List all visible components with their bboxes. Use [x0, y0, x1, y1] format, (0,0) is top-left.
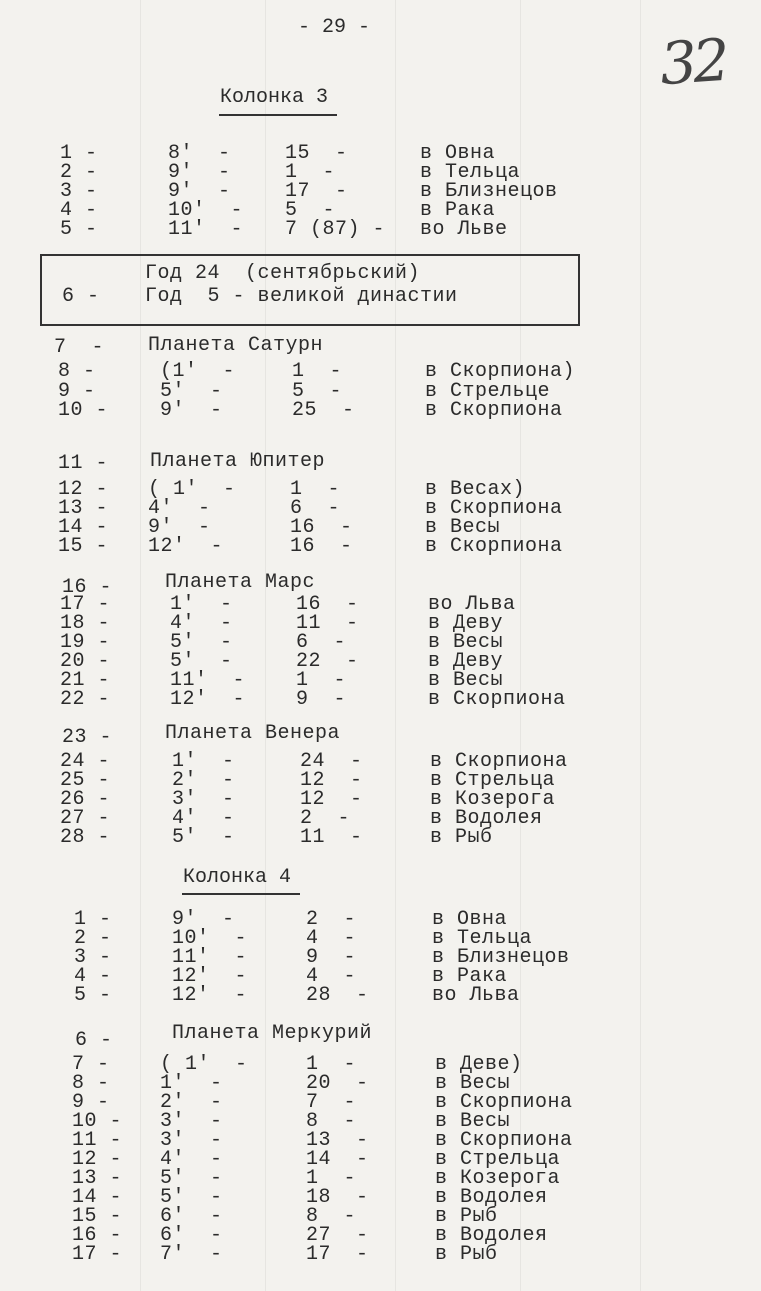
day-value: 17 - — [306, 1243, 369, 1266]
row-number: 5 - — [60, 218, 98, 241]
sign-text: в Водолея — [430, 807, 543, 830]
sign-text: в Весы — [428, 669, 504, 692]
degree-value: ( 1' - — [148, 478, 236, 501]
row-number: 13 - — [72, 1167, 123, 1190]
heading-underline — [182, 893, 300, 895]
day-value: 7 - — [306, 1091, 357, 1114]
sign-text: в Скорпиона — [430, 750, 568, 773]
degree-value: 5' - — [170, 650, 233, 673]
row-number: 7 - — [72, 1053, 110, 1076]
sign-text: в Рыб — [430, 826, 493, 849]
degree-value: 6' - — [160, 1224, 223, 1247]
degree-value: 5' - — [160, 380, 223, 403]
row-number: 8 - — [58, 360, 96, 383]
sign-text: во Льве — [420, 218, 508, 241]
degree-value: 3' - — [160, 1129, 223, 1152]
degree-value: 9' - — [160, 399, 223, 422]
sign-text: в Козерога — [430, 788, 556, 811]
degree-value: 11' - — [172, 946, 248, 969]
row-number: 11 - — [72, 1129, 123, 1152]
day-value: 1 - — [306, 1053, 357, 1076]
day-value: 16 - — [296, 593, 359, 616]
sign-text: в Овна — [432, 908, 508, 931]
row-number: 15 - — [72, 1205, 123, 1228]
day-value: 4 - — [306, 927, 357, 950]
sign-text: в Рыб — [435, 1243, 498, 1266]
row-number: 15 - — [58, 535, 109, 558]
row-number: 4 - — [60, 199, 98, 222]
sign-text: в Деве) — [435, 1053, 523, 1076]
degree-value: 12' - — [148, 535, 224, 558]
sign-text: в Рыб — [435, 1205, 498, 1228]
row-number: 2 - — [74, 927, 112, 950]
row-number: 1 - — [60, 142, 98, 165]
degree-value: 1' - — [160, 1072, 223, 1095]
planet-heading-venus: Планета Венера — [165, 722, 341, 745]
heading-underline — [219, 114, 337, 116]
row-number: 16 - — [62, 576, 113, 599]
day-value: 11 - — [300, 826, 363, 849]
sign-text: в Козерога — [435, 1167, 561, 1190]
sign-text: в Рака — [432, 965, 508, 988]
degree-value: 12' - — [170, 688, 246, 711]
row-number: 12 - — [72, 1148, 123, 1171]
degree-value: 11' - — [168, 218, 244, 241]
day-value: 18 - — [306, 1186, 369, 1209]
day-value: 14 - — [306, 1148, 369, 1171]
row-number: 6 - — [75, 1029, 113, 1052]
row-number: 17 - — [72, 1243, 123, 1266]
day-value: 1 - — [296, 669, 347, 692]
sign-text: в Весы — [425, 516, 501, 539]
degree-value: ( 1' - — [160, 1053, 248, 1076]
year-line-2: Год 5 - великой династии — [145, 285, 458, 308]
sign-text: в Тельца — [420, 161, 521, 184]
day-value: 11 - — [296, 612, 359, 635]
row-number: 13 - — [58, 497, 109, 520]
sign-text: в Овна — [420, 142, 496, 165]
day-value: 12 - — [300, 769, 363, 792]
degree-value: (1' - — [160, 360, 236, 383]
degree-value: 7' - — [160, 1243, 223, 1266]
row-number: 17 - — [60, 593, 111, 616]
degree-value: 9' - — [172, 908, 235, 931]
row-number: 9 - — [72, 1091, 110, 1114]
row-number: 27 - — [60, 807, 111, 830]
row-number: 14 - — [58, 516, 109, 539]
row-number: 16 - — [72, 1224, 123, 1247]
degree-value: 11' - — [170, 669, 246, 692]
day-value: 16 - — [290, 535, 353, 558]
section-heading-kolonka-4: Колонка 4 — [183, 866, 292, 889]
page-number: - 29 - — [298, 16, 371, 39]
row-number: 14 - — [72, 1186, 123, 1209]
day-value: 28 - — [306, 984, 369, 1007]
day-value: 12 - — [300, 788, 363, 811]
sign-text: в Деву — [428, 650, 504, 673]
degree-value: 4' - — [160, 1148, 223, 1171]
sign-text: в Весы — [435, 1072, 511, 1095]
day-value: 9 - — [296, 688, 347, 711]
day-value: 6 - — [296, 631, 347, 654]
degree-value: 4' - — [148, 497, 211, 520]
sign-text: в Скорпиона — [435, 1091, 573, 1114]
degree-value: 4' - — [172, 807, 235, 830]
sign-text: в Водолея — [435, 1186, 548, 1209]
handwritten-page-number: 32 — [657, 25, 729, 99]
sign-text: в Скорпиона) — [425, 360, 576, 383]
degree-value: 12' - — [172, 984, 248, 1007]
section-heading-kolonka-3: Колонка 3 — [220, 86, 329, 109]
row-number: 3 - — [74, 946, 112, 969]
day-value: 15 - — [285, 142, 348, 165]
degree-value: 12' - — [172, 965, 248, 988]
sign-text: в Скорпиона — [425, 535, 563, 558]
planet-heading-mars: Планета Марс — [165, 571, 316, 594]
row-number: 23 - — [62, 726, 113, 749]
sign-text: в Весы — [428, 631, 504, 654]
degree-value: 10' - — [172, 927, 248, 950]
planet-heading-saturn: Планета Сатурн — [148, 334, 324, 357]
sign-text: в Скорпиона — [428, 688, 566, 711]
sign-text: в Близнецов — [420, 180, 558, 203]
row-number: 3 - — [60, 180, 98, 203]
sign-text: во Льва — [428, 593, 516, 616]
sign-text: в Деву — [428, 612, 504, 635]
day-value: 20 - — [306, 1072, 369, 1095]
row-number: 7 - — [54, 336, 105, 359]
day-value: 16 - — [290, 516, 353, 539]
row-number: 20 - — [60, 650, 111, 673]
degree-value: 2' - — [172, 769, 235, 792]
row-number: 5 - — [74, 984, 112, 1007]
degree-value: 3' - — [160, 1110, 223, 1133]
day-value: 17 - — [285, 180, 348, 203]
sign-text: в Рака — [420, 199, 496, 222]
row-number: 26 - — [60, 788, 111, 811]
degree-value: 9' - — [168, 161, 231, 184]
row-number: 11 - — [58, 452, 109, 475]
planet-heading-mercury: Планета Меркурий — [172, 1022, 373, 1045]
degree-value: 9' - — [148, 516, 211, 539]
day-value: 5 - — [292, 380, 343, 403]
day-value: 6 - — [290, 497, 341, 520]
planet-heading-jupiter: Планета Юпитер — [150, 450, 326, 473]
degree-value: 8' - — [168, 142, 231, 165]
sign-text: в Стрельца — [435, 1148, 561, 1171]
row-number: 22 - — [60, 688, 111, 711]
row-number: 2 - — [60, 161, 98, 184]
degree-value: 5' - — [170, 631, 233, 654]
sign-text: в Стрельце — [425, 380, 551, 403]
day-value: 1 - — [285, 161, 336, 184]
day-value: 24 - — [300, 750, 363, 773]
sign-text: в Водолея — [435, 1224, 548, 1247]
sign-text: во Льва — [432, 984, 520, 1007]
degree-value: 1' - — [170, 593, 233, 616]
sign-text: в Весах) — [425, 478, 526, 501]
degree-value: 9' - — [168, 180, 231, 203]
row-number: 9 - — [58, 380, 96, 403]
degree-value: 3' - — [172, 788, 235, 811]
day-value: 1 - — [292, 360, 343, 383]
row-number: 19 - — [60, 631, 111, 654]
row-number: 8 - — [72, 1072, 110, 1095]
row-number: 1 - — [74, 908, 112, 931]
day-value: 8 - — [306, 1205, 357, 1228]
day-value: 2 - — [300, 807, 351, 830]
day-value: 2 - — [306, 908, 357, 931]
row-number: 24 - — [60, 750, 111, 773]
day-value: 1 - — [306, 1167, 357, 1190]
row-number: 12 - — [58, 478, 109, 501]
row-number: 25 - — [60, 769, 111, 792]
day-value: 1 - — [290, 478, 341, 501]
sign-text: в Близнецов — [432, 946, 570, 969]
degree-value: 2' - — [160, 1091, 223, 1114]
degree-value: 6' - — [160, 1205, 223, 1228]
day-value: 25 - — [292, 399, 355, 422]
sign-text: в Скорпиона — [425, 497, 563, 520]
row-number: 10 - — [58, 399, 109, 422]
degree-value: 10' - — [168, 199, 244, 222]
sign-text: в Тельца — [432, 927, 533, 950]
degree-value: 4' - — [170, 612, 233, 635]
sign-text: в Весы — [435, 1110, 511, 1133]
day-value: 7 (87) - — [285, 218, 386, 241]
day-value: 13 - — [306, 1129, 369, 1152]
degree-value: 5' - — [160, 1167, 223, 1190]
row-number: 21 - — [60, 669, 111, 692]
degree-value: 5' - — [160, 1186, 223, 1209]
degree-value: 1' - — [172, 750, 235, 773]
row-number: 6 - — [62, 285, 100, 308]
year-line-1: Год 24 (сентябрьский) — [145, 262, 421, 285]
day-value: 27 - — [306, 1224, 369, 1247]
sign-text: в Скорпиона — [425, 399, 563, 422]
day-value: 8 - — [306, 1110, 357, 1133]
sign-text: в Стрельца — [430, 769, 556, 792]
degree-value: 5' - — [172, 826, 235, 849]
sign-text: в Скорпиона — [435, 1129, 573, 1152]
row-number: 28 - — [60, 826, 111, 849]
day-value: 5 - — [285, 199, 336, 222]
day-value: 4 - — [306, 965, 357, 988]
day-value: 9 - — [306, 946, 357, 969]
row-number: 10 - — [72, 1110, 123, 1133]
row-number: 4 - — [74, 965, 112, 988]
row-number: 18 - — [60, 612, 111, 635]
day-value: 22 - — [296, 650, 359, 673]
